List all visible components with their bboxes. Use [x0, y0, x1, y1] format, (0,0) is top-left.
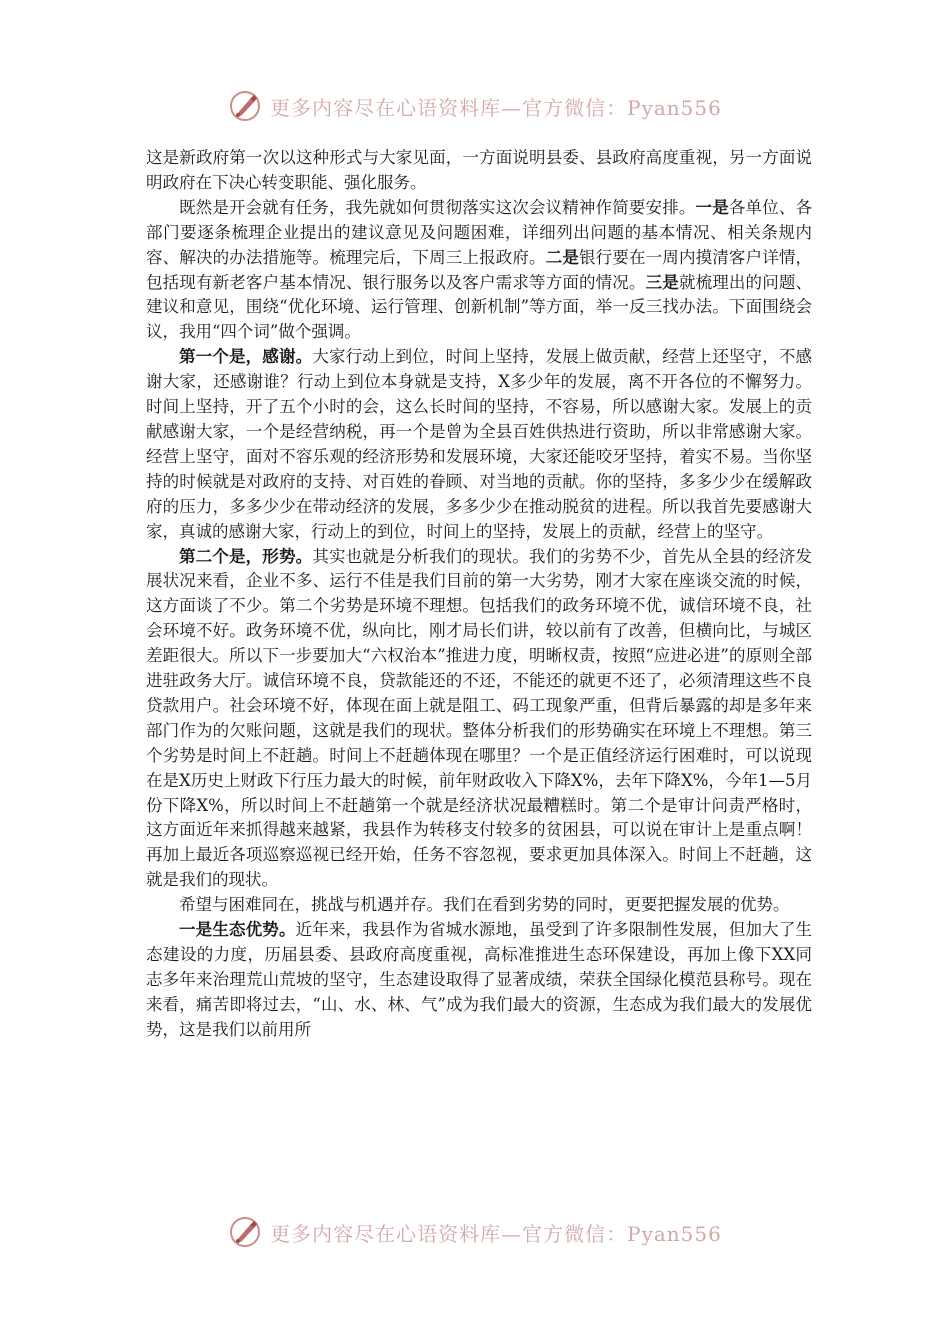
paragraph-situation: [146, 545, 812, 894]
paragraph-thanks: [146, 345, 812, 544]
point-three-label: 三是: [645, 272, 679, 292]
document-body: [146, 146, 812, 1043]
header-banner: [0, 86, 950, 126]
point-two-text: 银行要在一周内摸清客户详情，包括现有新老客户基本情况、银行服务以及客户需求等方面的情况。: [146, 247, 813, 292]
header-banner-text: 更多内容尽在心语资料库—官方微信：Pyan556: [270, 95, 722, 120]
section-heading-ecology: 一是生态优势。: [179, 920, 296, 940]
point-three-text: 就梳理出的问题、建议和意见，围绕“优化环境、运行管理、创新机制”等方面，举一反三找办法。下面围绕会议，我用“四个词”做个强调。: [146, 272, 813, 342]
section-heading-thanks: 第一个是，感谢。: [179, 347, 313, 367]
point-one-label: 一是: [695, 197, 729, 217]
paragraph-hope: 希望与困难同在，挑战与机遇并存。我们在看到劣势的同时，更要把握发展的优势。: [179, 895, 790, 915]
section-body-thanks: 大家行动上到位，时间上坚持，发展上做贡献，经营上还坚守，不感谢大家，还感谢谁？行动上到位本身就是支持，X多少年的发展，离不开各位的不懈努力。时间上坚持，开了五个小时的会，这么长时间的坚持，不容易，所以感谢大家。发展上的贡献感谢大家，一个是经营纳税，再一个是曾为全县百姓供热进行资助，所以非常感谢大家。经营上坚守，面对不容乐观的经济形势和发展环境，大家还能咬牙坚持，着实不易。当你坚持的时候就是对政府的支持、对百姓的眷顾、对当地的贡献。你的坚持，多多少少在缓解政府的压力，多多少少在带动经济的发展，多多少少在推动脱贫的进程。所以我首先要感谢大家，真诚的感谢大家，行动上的到位，时间上的坚持，发展上的贡献，经营上的坚守。: [146, 347, 813, 541]
point-two-label: 二是: [545, 247, 580, 267]
section-body-ecology: 近年来，我县作为省城水源地，虽受到了许多限制性发展，但加大了生态建设的力度，历届县委、县政府高度重视，高标准推进生态环保建设，再加上像下XX同志多年来治理荒山荒坡的坚守，生态建设取得了显著成绩，荣获全国绿化模范县称号。现在来看，痛苦即将过去，“山、水、林、气”成为我们最大的资源，生态成为我们最大的发展优势，这是我们以前用所: [146, 920, 813, 1039]
arrangement-lead: 既然是开会就有任务，我先就如何贯彻落实这次会议精神作简要安排。: [179, 197, 696, 217]
section-heading-situation: 第二个是，形势。: [179, 546, 313, 566]
footer-banner-text: 更多内容尽在心语资料库—官方微信：Pyan556: [270, 1221, 722, 1246]
pen-nib-logo-icon: [228, 1215, 262, 1249]
paragraph-ecology: [146, 918, 812, 1043]
paragraph-intro: 这是新政府第一次以这种形式与大家见面，一方面说明县委、县政府高度重视，另一方面说明政府在下决心转变职能、强化服务。: [146, 148, 812, 192]
pen-nib-logo-icon: [228, 89, 262, 123]
point-one-text: 各单位、各部门要逐条梳理企业提出的建议意见及问题困难，详细列出问题的基本情况、相关条规内容、解决的办法措施等。梳理完后，下周三上报政府。: [146, 197, 813, 267]
paragraph-arrangement: [146, 196, 812, 345]
footer-banner: [0, 1212, 950, 1252]
section-body-situation: 其实也就是分析我们的现状。我们的劣势不少，首先从全县的经济发展状况来看，企业不多、运行不佳是我们目前的第一大劣势，刚才大家在座谈交流的时候，这方面谈了不少。第二个劣势是环境不理想。包括我们的政务环境不优，诚信环境不良，社会环境不好。政务环境不优，纵向比，刚才局长们讲，较以前有了改善，但横向比，与城区差距很大。所以下一步要加大“六权治本”推进力度，明晰权责，按照“应进必进”的原则全部进驻政务大厅。诚信环境不良，贷款能还的不还，不能还的就更不还了，必须清理这些不良贷款用户。社会环境不好，体现在面上就是阻工、码工现象严重，但背后暴露的却是多年来部门作为的欠账问题，这就是我们的现状。整体分析我们的形势确实在环境上不理想。第三个劣势是时间上不赶趟。时间上不赶趟体现在哪里？一个是正值经济运行困难时，可以说现在是X历史上财政下行压力最大的时候，前年财政收入下降X%，去年下降X%，今年1—5月份下降X%，所以时间上不赶趟第一个就是经济状况最糟糕时。第二个是审计问责严格时，这方面近年来抓得越来越紧，我县作为转移支付较多的贫困县，可以说在审计上是重点啊！再加上最近各项巡察巡视已经开始，任务不容忽视，要求更加具体深入。时间上不赶趟，这就是我们的现状。: [146, 546, 813, 890]
